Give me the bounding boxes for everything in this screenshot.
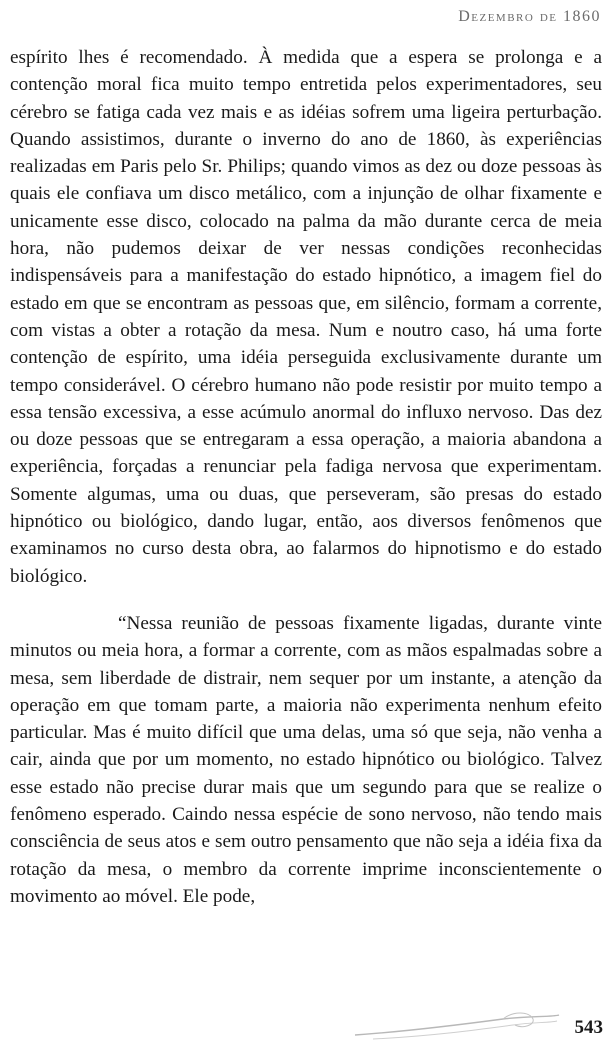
paragraph-quotation: “Nessa reunião de pessoas fixamente ligadas, durante vinte minutos ou meia hora, a formar a corrente, com as mãos espalmadas sobre a mesa, sem liberdade de distrair, nem sequer por um instante, a atenção da operação em que tomam parte, a maioria não experimenta nenhum efeito particular. Mas é muito difícil que uma delas, uma só que seja, não venha a cair, ainda que por um momento, no estado hipnótico ou biológico. Talvez esse estado não precise durar mais que um segundo para que se realize o fenômeno esperado. Caindo nessa espécie de sono nervoso, não tendo mais consciência de seus atos e sem outro pensamento que não seja a idéia fixa da rotação da mesa, o membro da corrente imprime inconscientemente o movimento ao móvel. Ele pode, xyxy=(10,612,602,907)
body-text xyxy=(10,44,602,910)
page-ornament-swash xyxy=(353,1009,563,1041)
paragraph-continuation: espírito lhes é recomendado. À medida que a espera se prolonga e a contenção moral fica muito tempo entretida pelos experimentadores, seu cérebro se fatiga cada vez mais e as idéias sofrem uma ligeira perturbação. Quando assistimos, durante o inverno do ano de 1860, às experiências realizadas em Paris pelo Sr. Philips; quando vimos as dez ou doze pessoas às quais ele confiava um disco metálico, com a injunção de olhar fixamente e unicamente esse disco, colocado na palma da mão durante cerca de meia hora, não pudemos deixar de ver nessas condições reconhecidas indispensáveis para a manifestação do estado hipnótico, a imagem fiel do estado em que se encontram as pessoas que, em silêncio, formam a corrente, com vistas a obter a rotação da mesa. Num e noutro caso, há uma forte contenção de espírito, uma idéia perseguida exclusivamente durante um tempo considerável. O cérebro humano não pode resistir por muito tempo a essa tensão excessiva, a esse acúmulo anormal do influxo nervoso. Das dez ou doze pessoas que se entregaram a essa operação, a maioria abandona a experiência, forçadas a renunciar pela fadiga nervosa que experimentam. Somente algumas, uma ou duas, que perseveram, são presas do estado hipnótico ou biológico, dando lugar, então, aos diversos fenômenos que examinamos no curso desta obra, ao falarmos do hipnotismo e do estado biológico. xyxy=(10,47,602,587)
running-header: Dezembro de 1860 xyxy=(458,8,601,25)
page-number: 543 xyxy=(574,1017,603,1038)
